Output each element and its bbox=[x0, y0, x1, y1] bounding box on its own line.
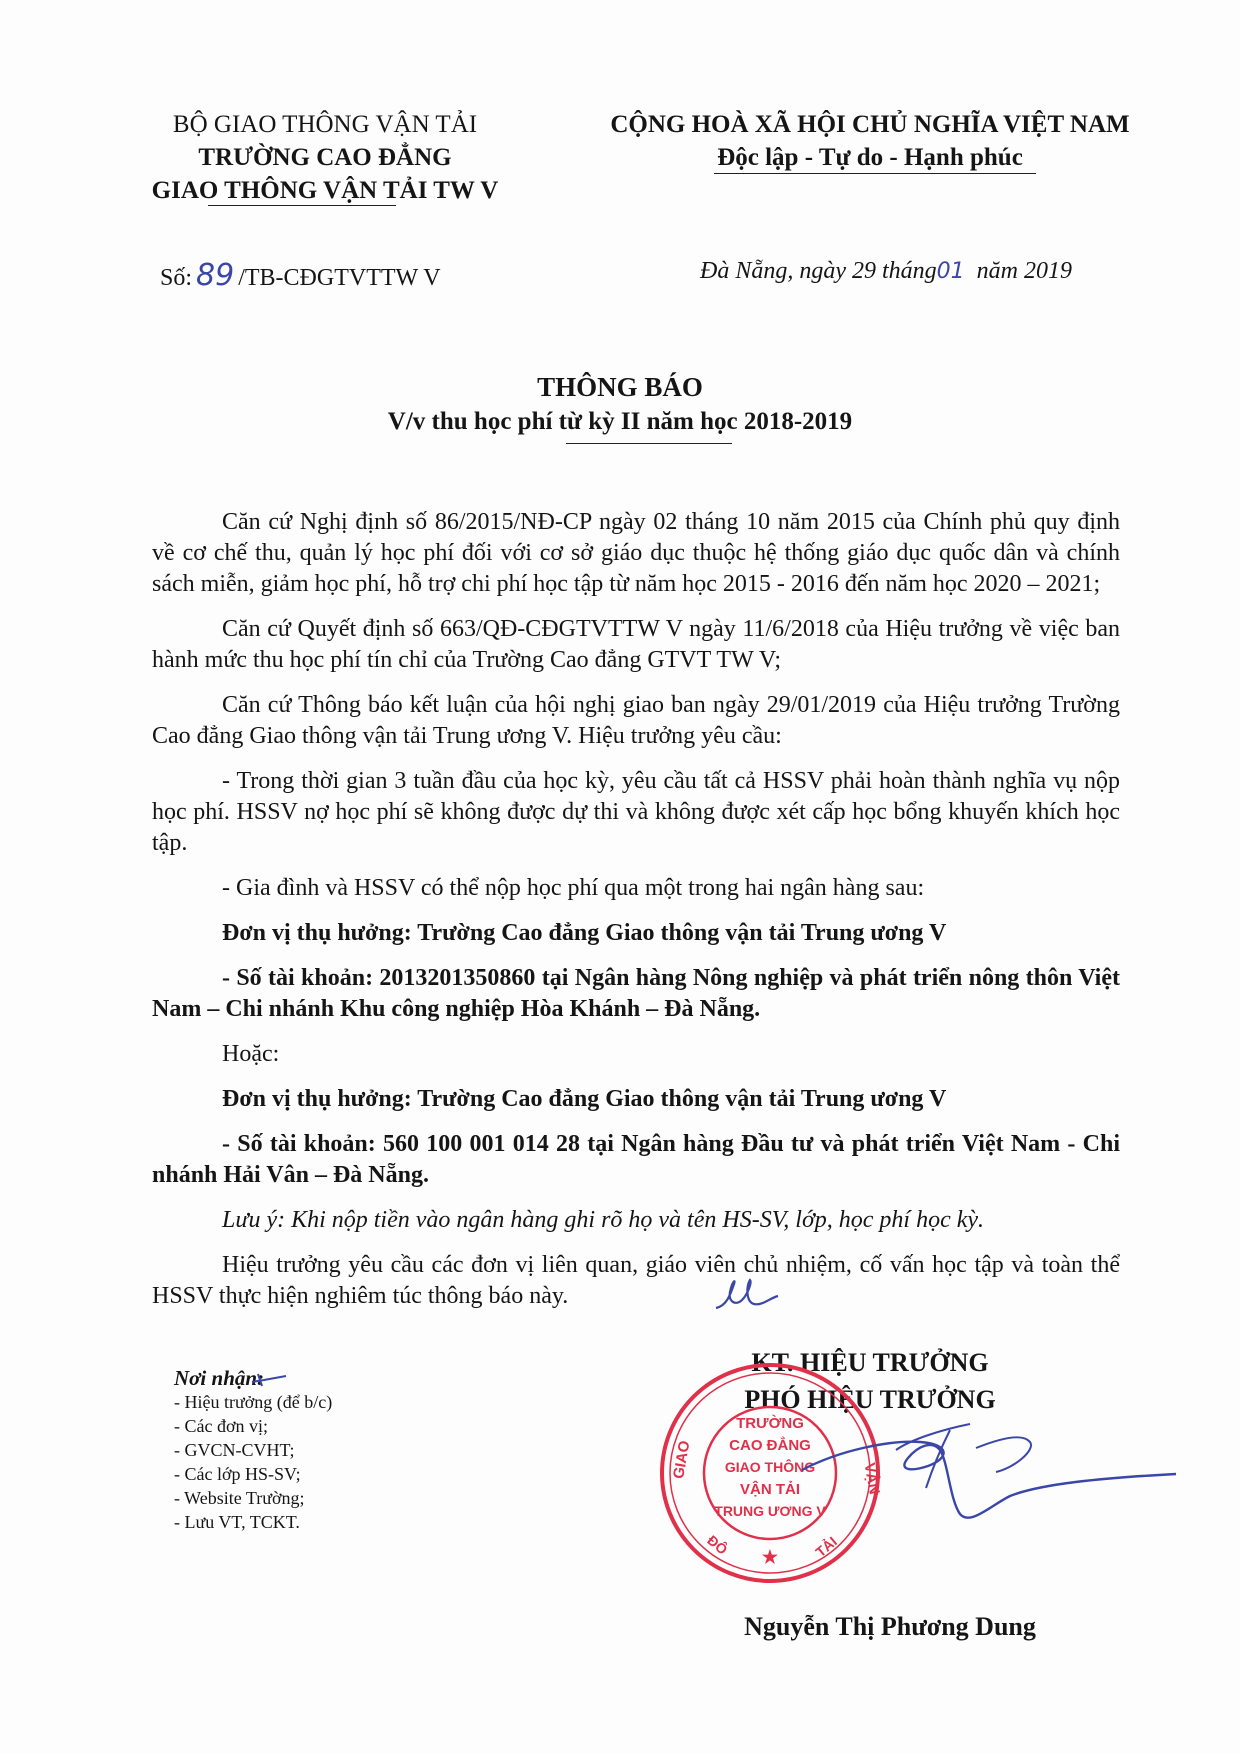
body-paragraph: Căn cứ Quyết định số 663/QĐ-CĐGTVTTW V ngày 11/6/2018 của Hiệu trưởng về việc ban hành mức thu học phí tín chỉ của Trường Cao đẳng GTVT TW V; bbox=[152, 616, 1120, 673]
seal-text-line5: TRUNG ƯƠNG V bbox=[714, 1503, 826, 1519]
date-suffix: năm 2019 bbox=[976, 258, 1073, 284]
seal-text-line1: TRƯỜNG bbox=[736, 1415, 804, 1432]
doc-number-prefix: Số: bbox=[160, 265, 193, 291]
note-paragraph: Lưu ý: Khi nộp tiền vào ngân hàng ghi rõ họ và tên HS-SV, lớp, học phí học kỳ. bbox=[222, 1207, 985, 1233]
recipients-heading: Nơi nhận: bbox=[174, 1366, 265, 1390]
recipient-item: - Website Trường; bbox=[174, 1488, 305, 1508]
document-subtitle: V/v thu học phí từ kỳ II năm học 2018-2019 bbox=[387, 408, 853, 435]
handwritten-initials-icon bbox=[712, 1276, 782, 1316]
beneficiary-2: Đơn vị thụ hưởng: Trường Cao đẳng Giao thông vận tải Trung ương V bbox=[222, 1086, 947, 1112]
recipient-item: - Các lớp HS-SV; bbox=[174, 1464, 301, 1484]
header-right-underline bbox=[714, 173, 1036, 174]
document-title: THÔNG BÁO bbox=[537, 372, 703, 402]
signer-title-line2: PHÓ HIỆU TRƯỞNG bbox=[744, 1385, 996, 1414]
school-name-line2: GIAO THÔNG VẬN TẢI TW V bbox=[151, 177, 499, 204]
seal-text-line3: GIAO THÔNG bbox=[724, 1459, 816, 1475]
seal-ring-text-right: VẬN bbox=[860, 1461, 883, 1496]
seal-star-icon: ★ bbox=[761, 1547, 779, 1567]
body-paragraph: Căn cứ Nghị định số 86/2015/NĐ-CP ngày 02 tháng 10 năm 2015 của Chính phủ quy định về cơ chế thu, quản lý học phí đối với cơ sở giáo dục thuộc hệ thống giáo dục quốc dân và chính sách miễn, giảm học phí, hỗ trợ chi phí học tập từ năm học 2015 - 2016 đến năm học 2020 – 2021; bbox=[152, 509, 1120, 597]
body-paragraph-or: Hoặc: bbox=[222, 1041, 280, 1067]
school-name-line1: TRƯỜNG CAO ĐẲNG bbox=[198, 144, 452, 171]
document-body bbox=[152, 507, 1120, 1326]
closing-paragraph: Hiệu trưởng yêu cầu các đơn vị liên quan, giáo viên chủ nhiệm, cố vấn học tập và toàn thể HSSV thực hiện nghiêm túc thông báo này. bbox=[152, 1252, 1120, 1309]
issuer-header bbox=[110, 108, 540, 207]
country-name: CỘNG HOÀ XÃ HỘI CHỦ NGHĨA VIỆT NAM bbox=[610, 111, 1130, 138]
seal-ring-text-left: GIAO bbox=[670, 1439, 694, 1481]
ministry-name: BỘ GIAO THÔNG VẬN TẢI bbox=[172, 111, 478, 138]
seal-text-line4: VẬN TẢI bbox=[740, 1481, 800, 1498]
bank-account-2: - Số tài khoản: 560 100 001 014 28 tại Ngân hàng Đầu tư và phát triển Việt Nam - Chi nhánh Hải Vân – Đà Nẵng. bbox=[152, 1131, 1120, 1188]
document-number bbox=[160, 258, 441, 293]
seal-ring-text-bottom-right: TẢI bbox=[812, 1533, 840, 1561]
recipient-item: - GVCN-CVHT; bbox=[174, 1440, 295, 1460]
subtitle-underline bbox=[566, 443, 732, 444]
seal-ring-text-bottom-left: ĐÔ bbox=[704, 1531, 731, 1558]
recipient-item: - Hiệu trưởng (để b/c) bbox=[174, 1392, 333, 1412]
doc-number-suffix: /TB-CĐGTVTTW V bbox=[238, 265, 441, 291]
handwritten-tick-icon bbox=[250, 1370, 290, 1390]
recipient-item: - Các đơn vị; bbox=[174, 1416, 268, 1436]
body-paragraph: - Trong thời gian 3 tuần đầu của học kỳ, yêu cầu tất cả HSSV phải hoàn thành nghĩa vụ nộp học phí. HSSV nợ học phí sẽ không được dự thi và không được xét cấp học bổng khuyến khích học tập. bbox=[152, 768, 1120, 856]
national-header bbox=[560, 108, 1180, 174]
handwritten-signature-icon bbox=[800, 1410, 1180, 1550]
body-paragraph: Căn cứ Thông báo kết luận của hội nghị giao ban ngày 29/01/2019 của Hiệu trưởng Trường Cao đẳng Giao thông vận tải Trung ương V. Hiệu trưởng yêu cầu: bbox=[152, 692, 1120, 749]
date-month-handwritten: 01 bbox=[936, 259, 965, 284]
seal-text-line2: CAO ĐẲNG bbox=[729, 1437, 811, 1454]
header-left-underline bbox=[208, 205, 396, 206]
signer-name: Nguyễn Thị Phương Dung bbox=[744, 1612, 1036, 1641]
recipients-block bbox=[174, 1366, 474, 1534]
recipient-item: - Lưu VT, TCKT. bbox=[174, 1512, 300, 1532]
national-motto: Độc lập - Tự do - Hạnh phúc bbox=[717, 144, 1023, 171]
signer-title-line1: KT. HIỆU TRƯỞNG bbox=[751, 1348, 989, 1377]
doc-number-handwritten: 89 bbox=[196, 258, 235, 293]
date-prefix: Đà Nẵng, ngày 29 tháng bbox=[700, 258, 937, 284]
bank-account-1: - Số tài khoản: 2013201350860 tại Ngân hàng Nông nghiệp và phát triển nông thôn Việt Nam – Chi nhánh Khu công nghiệp Hòa Khánh – Đà Nẵng. bbox=[152, 965, 1120, 1022]
issue-date bbox=[700, 258, 1072, 285]
body-paragraph: - Gia đình và HSSV có thể nộp học phí qua một trong hai ngân hàng sau: bbox=[222, 875, 925, 901]
beneficiary-1: Đơn vị thụ hưởng: Trường Cao đẳng Giao thông vận tải Trung ương V bbox=[222, 920, 947, 946]
